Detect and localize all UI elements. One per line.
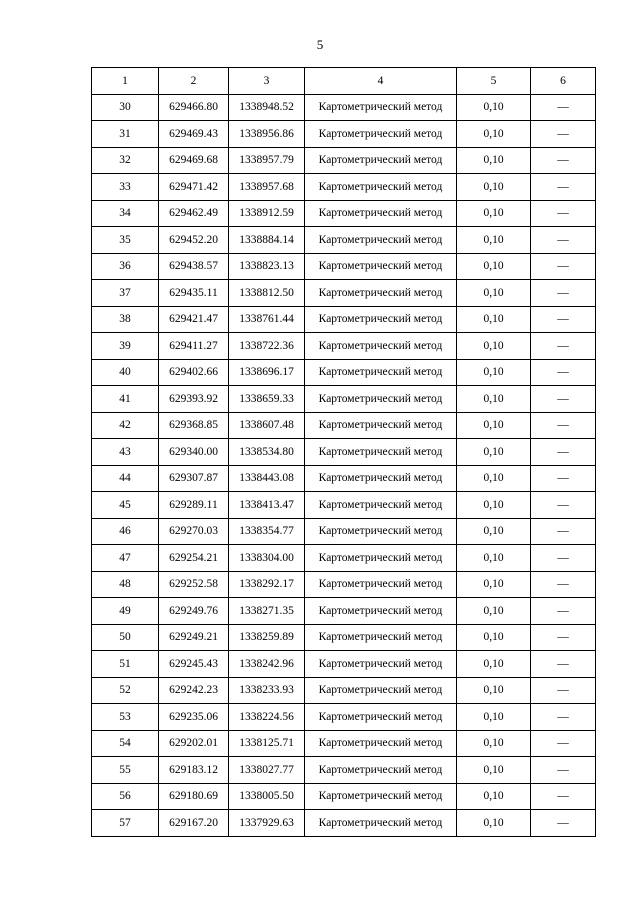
- method-cell: Картометрический метод: [305, 333, 457, 360]
- x-coordinate-cell: 629183.12: [159, 757, 229, 784]
- coordinates-table: [91, 67, 596, 837]
- table-row: [92, 94, 596, 121]
- accuracy-cell: 0,10: [457, 439, 531, 466]
- accuracy-cell: 0,10: [457, 333, 531, 360]
- table-row: [92, 704, 596, 731]
- x-coordinate-cell: 629435.11: [159, 280, 229, 307]
- y-coordinate-cell: 1338224.56: [229, 704, 305, 731]
- x-coordinate-cell: 629180.69: [159, 783, 229, 810]
- y-coordinate-cell: 1338956.86: [229, 121, 305, 148]
- accuracy-cell: 0,10: [457, 386, 531, 413]
- accuracy-cell: 0,10: [457, 465, 531, 492]
- x-coordinate-cell: 629249.21: [159, 624, 229, 651]
- x-coordinate-cell: 629202.01: [159, 730, 229, 757]
- y-coordinate-cell: 1338812.50: [229, 280, 305, 307]
- note-cell: —: [531, 598, 596, 625]
- table-row: [92, 810, 596, 837]
- table-row: [92, 253, 596, 280]
- method-cell: Картометрический метод: [305, 439, 457, 466]
- point-number-cell: 34: [92, 200, 159, 227]
- accuracy-cell: 0,10: [457, 598, 531, 625]
- table-row: [92, 598, 596, 625]
- x-coordinate-cell: 629252.58: [159, 571, 229, 598]
- method-cell: Картометрический метод: [305, 200, 457, 227]
- point-number-cell: 39: [92, 333, 159, 360]
- point-number-cell: 46: [92, 518, 159, 545]
- x-coordinate-cell: 629249.76: [159, 598, 229, 625]
- point-number-cell: 31: [92, 121, 159, 148]
- y-coordinate-cell: 1338242.96: [229, 651, 305, 678]
- table-row: [92, 730, 596, 757]
- column-header: 5: [457, 68, 531, 95]
- y-coordinate-cell: 1338534.80: [229, 439, 305, 466]
- point-number-cell: 53: [92, 704, 159, 731]
- x-coordinate-cell: 629242.23: [159, 677, 229, 704]
- accuracy-cell: 0,10: [457, 121, 531, 148]
- method-cell: Картометрический метод: [305, 412, 457, 439]
- column-header: 4: [305, 68, 457, 95]
- column-header: 3: [229, 68, 305, 95]
- point-number-cell: 44: [92, 465, 159, 492]
- accuracy-cell: 0,10: [457, 730, 531, 757]
- y-coordinate-cell: 1338413.47: [229, 492, 305, 519]
- x-coordinate-cell: 629471.42: [159, 174, 229, 201]
- point-number-cell: 55: [92, 757, 159, 784]
- accuracy-cell: 0,10: [457, 227, 531, 254]
- x-coordinate-cell: 629167.20: [159, 810, 229, 837]
- x-coordinate-cell: 629466.80: [159, 94, 229, 121]
- y-coordinate-cell: 1338884.14: [229, 227, 305, 254]
- method-cell: Картометрический метод: [305, 174, 457, 201]
- table-row: [92, 359, 596, 386]
- table-row: [92, 624, 596, 651]
- table-row: [92, 439, 596, 466]
- accuracy-cell: 0,10: [457, 810, 531, 837]
- note-cell: —: [531, 94, 596, 121]
- accuracy-cell: 0,10: [457, 412, 531, 439]
- note-cell: —: [531, 783, 596, 810]
- column-header: 1: [92, 68, 159, 95]
- table-row: [92, 677, 596, 704]
- note-cell: —: [531, 412, 596, 439]
- accuracy-cell: 0,10: [457, 677, 531, 704]
- x-coordinate-cell: 629368.85: [159, 412, 229, 439]
- note-cell: —: [531, 810, 596, 837]
- y-coordinate-cell: 1338125.71: [229, 730, 305, 757]
- point-number-cell: 50: [92, 624, 159, 651]
- table-row: [92, 651, 596, 678]
- y-coordinate-cell: 1337929.63: [229, 810, 305, 837]
- method-cell: Картометрический метод: [305, 545, 457, 572]
- x-coordinate-cell: 629393.92: [159, 386, 229, 413]
- point-number-cell: 38: [92, 306, 159, 333]
- table-row: [92, 306, 596, 333]
- y-coordinate-cell: 1338957.79: [229, 147, 305, 174]
- point-number-cell: 41: [92, 386, 159, 413]
- column-header: 6: [531, 68, 596, 95]
- x-coordinate-cell: 629469.68: [159, 147, 229, 174]
- method-cell: Картометрический метод: [305, 571, 457, 598]
- x-coordinate-cell: 629469.43: [159, 121, 229, 148]
- x-coordinate-cell: 629411.27: [159, 333, 229, 360]
- note-cell: —: [531, 121, 596, 148]
- method-cell: Картометрический метод: [305, 624, 457, 651]
- method-cell: Картометрический метод: [305, 492, 457, 519]
- point-number-cell: 49: [92, 598, 159, 625]
- y-coordinate-cell: 1338304.00: [229, 545, 305, 572]
- x-coordinate-cell: 629452.20: [159, 227, 229, 254]
- y-coordinate-cell: 1338027.77: [229, 757, 305, 784]
- x-coordinate-cell: 629438.57: [159, 253, 229, 280]
- point-number-cell: 52: [92, 677, 159, 704]
- y-coordinate-cell: 1338292.17: [229, 571, 305, 598]
- y-coordinate-cell: 1338233.93: [229, 677, 305, 704]
- accuracy-cell: 0,10: [457, 147, 531, 174]
- method-cell: Картометрический метод: [305, 121, 457, 148]
- table-body: [92, 94, 596, 836]
- method-cell: Картометрический метод: [305, 253, 457, 280]
- x-coordinate-cell: 629254.21: [159, 545, 229, 572]
- point-number-cell: 35: [92, 227, 159, 254]
- table-row: [92, 386, 596, 413]
- point-number-cell: 47: [92, 545, 159, 572]
- table-row: [92, 465, 596, 492]
- note-cell: —: [531, 757, 596, 784]
- table-row: [92, 227, 596, 254]
- note-cell: —: [531, 174, 596, 201]
- note-cell: —: [531, 704, 596, 731]
- note-cell: —: [531, 492, 596, 519]
- accuracy-cell: 0,10: [457, 571, 531, 598]
- method-cell: Картометрический метод: [305, 598, 457, 625]
- point-number-cell: 42: [92, 412, 159, 439]
- point-number-cell: 36: [92, 253, 159, 280]
- table-row: [92, 783, 596, 810]
- table-row: [92, 545, 596, 572]
- point-number-cell: 40: [92, 359, 159, 386]
- method-cell: Картометрический метод: [305, 651, 457, 678]
- x-coordinate-cell: 629340.00: [159, 439, 229, 466]
- note-cell: —: [531, 439, 596, 466]
- accuracy-cell: 0,10: [457, 624, 531, 651]
- method-cell: Картометрический метод: [305, 810, 457, 837]
- note-cell: —: [531, 147, 596, 174]
- note-cell: —: [531, 571, 596, 598]
- y-coordinate-cell: 1338957.68: [229, 174, 305, 201]
- y-coordinate-cell: 1338948.52: [229, 94, 305, 121]
- accuracy-cell: 0,10: [457, 704, 531, 731]
- note-cell: —: [531, 677, 596, 704]
- method-cell: Картометрический метод: [305, 386, 457, 413]
- method-cell: Картометрический метод: [305, 518, 457, 545]
- table-row: [92, 200, 596, 227]
- method-cell: Картометрический метод: [305, 227, 457, 254]
- y-coordinate-cell: 1338005.50: [229, 783, 305, 810]
- y-coordinate-cell: 1338443.08: [229, 465, 305, 492]
- point-number-cell: 43: [92, 439, 159, 466]
- point-number-cell: 56: [92, 783, 159, 810]
- point-number-cell: 54: [92, 730, 159, 757]
- accuracy-cell: 0,10: [457, 200, 531, 227]
- accuracy-cell: 0,10: [457, 757, 531, 784]
- y-coordinate-cell: 1338271.35: [229, 598, 305, 625]
- table-row: [92, 571, 596, 598]
- accuracy-cell: 0,10: [457, 359, 531, 386]
- x-coordinate-cell: 629402.66: [159, 359, 229, 386]
- accuracy-cell: 0,10: [457, 174, 531, 201]
- y-coordinate-cell: 1338659.33: [229, 386, 305, 413]
- note-cell: —: [531, 359, 596, 386]
- method-cell: Картометрический метод: [305, 280, 457, 307]
- note-cell: —: [531, 518, 596, 545]
- y-coordinate-cell: 1338823.13: [229, 253, 305, 280]
- point-number-cell: 30: [92, 94, 159, 121]
- accuracy-cell: 0,10: [457, 545, 531, 572]
- note-cell: —: [531, 386, 596, 413]
- method-cell: Картометрический метод: [305, 677, 457, 704]
- table-row: [92, 492, 596, 519]
- table-row: [92, 333, 596, 360]
- method-cell: Картометрический метод: [305, 359, 457, 386]
- note-cell: —: [531, 306, 596, 333]
- note-cell: —: [531, 333, 596, 360]
- point-number-cell: 48: [92, 571, 159, 598]
- point-number-cell: 33: [92, 174, 159, 201]
- accuracy-cell: 0,10: [457, 651, 531, 678]
- note-cell: —: [531, 730, 596, 757]
- method-cell: Картометрический метод: [305, 465, 457, 492]
- y-coordinate-cell: 1338761.44: [229, 306, 305, 333]
- table-row: [92, 412, 596, 439]
- method-cell: Картометрический метод: [305, 94, 457, 121]
- note-cell: —: [531, 465, 596, 492]
- y-coordinate-cell: 1338912.59: [229, 200, 305, 227]
- accuracy-cell: 0,10: [457, 94, 531, 121]
- x-coordinate-cell: 629307.87: [159, 465, 229, 492]
- table-row: [92, 757, 596, 784]
- note-cell: —: [531, 545, 596, 572]
- table-row: [92, 147, 596, 174]
- point-number-cell: 51: [92, 651, 159, 678]
- table-row: [92, 518, 596, 545]
- table-row: [92, 121, 596, 148]
- accuracy-cell: 0,10: [457, 253, 531, 280]
- method-cell: Картометрический метод: [305, 757, 457, 784]
- x-coordinate-cell: 629421.47: [159, 306, 229, 333]
- method-cell: Картометрический метод: [305, 730, 457, 757]
- point-number-cell: 32: [92, 147, 159, 174]
- accuracy-cell: 0,10: [457, 492, 531, 519]
- note-cell: —: [531, 253, 596, 280]
- accuracy-cell: 0,10: [457, 306, 531, 333]
- x-coordinate-cell: 629462.49: [159, 200, 229, 227]
- method-cell: Картометрический метод: [305, 704, 457, 731]
- y-coordinate-cell: 1338696.17: [229, 359, 305, 386]
- y-coordinate-cell: 1338607.48: [229, 412, 305, 439]
- method-cell: Картометрический метод: [305, 783, 457, 810]
- note-cell: —: [531, 651, 596, 678]
- note-cell: —: [531, 227, 596, 254]
- accuracy-cell: 0,10: [457, 280, 531, 307]
- point-number-cell: 45: [92, 492, 159, 519]
- accuracy-cell: 0,10: [457, 518, 531, 545]
- y-coordinate-cell: 1338722.36: [229, 333, 305, 360]
- method-cell: Картометрический метод: [305, 147, 457, 174]
- column-header: 2: [159, 68, 229, 95]
- note-cell: —: [531, 280, 596, 307]
- note-cell: —: [531, 624, 596, 651]
- x-coordinate-cell: 629289.11: [159, 492, 229, 519]
- y-coordinate-cell: 1338354.77: [229, 518, 305, 545]
- point-number-cell: 57: [92, 810, 159, 837]
- page-number: 5: [316, 37, 324, 52]
- x-coordinate-cell: 629270.03: [159, 518, 229, 545]
- table-row: [92, 280, 596, 307]
- x-coordinate-cell: 629235.06: [159, 704, 229, 731]
- point-number-cell: 37: [92, 280, 159, 307]
- x-coordinate-cell: 629245.43: [159, 651, 229, 678]
- method-cell: Картометрический метод: [305, 306, 457, 333]
- accuracy-cell: 0,10: [457, 783, 531, 810]
- table-header-row: [92, 68, 596, 95]
- note-cell: —: [531, 200, 596, 227]
- table-row: [92, 174, 596, 201]
- y-coordinate-cell: 1338259.89: [229, 624, 305, 651]
